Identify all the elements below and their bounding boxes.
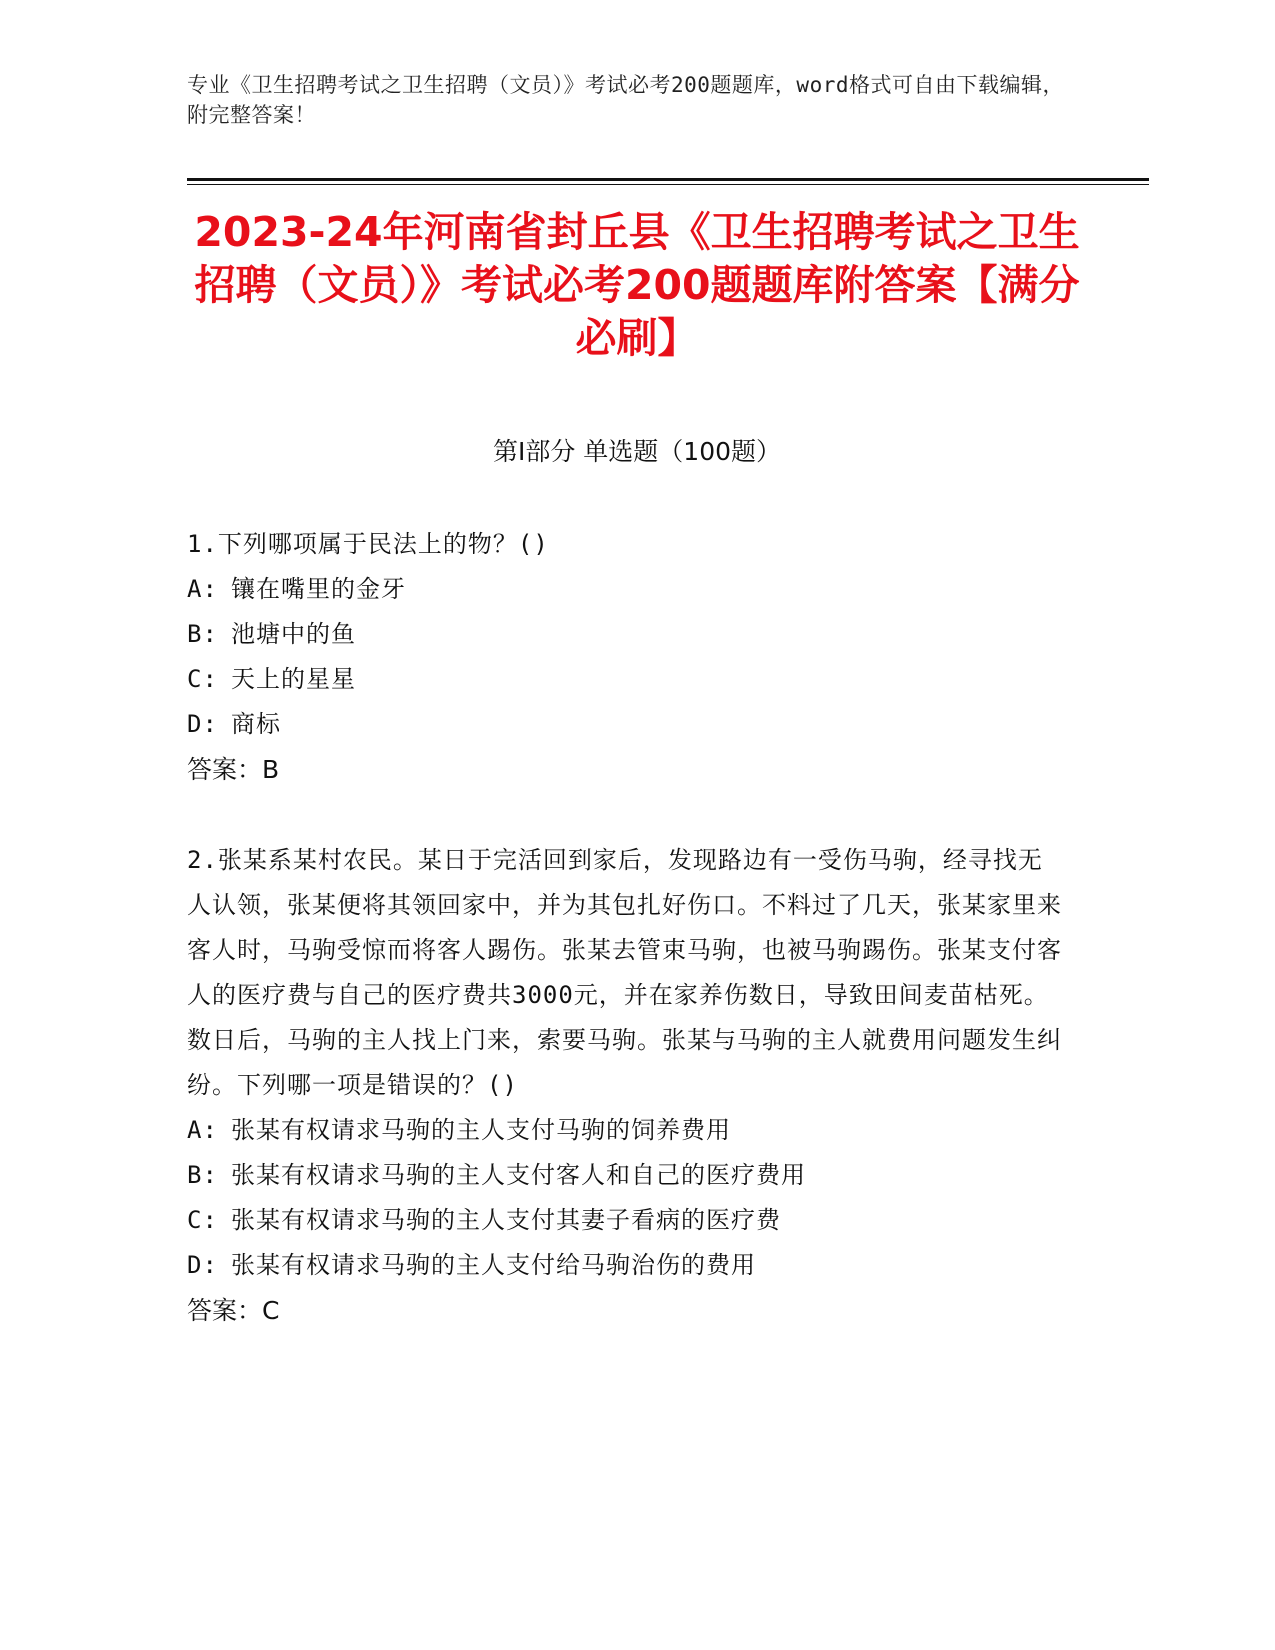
option-text: 张某有权请求马驹的主人支付给马驹治伤的费用 [231,1251,756,1279]
answer-line: 答案：B [187,755,280,784]
header-divider-thick [187,178,1149,181]
option-b [187,612,1067,657]
header-note: 专业《卫生招聘考试之卫生招聘（文员）》考试必考200题题库，word格式可自由下载编辑，附完整答案！ [187,73,1064,127]
option-a [187,1108,1067,1153]
option-text: 镶在嘴里的金牙 [231,575,406,603]
option-text: 张某有权请求马驹的主人支付其妻子看病的医疗费 [231,1206,781,1234]
option-text: 商标 [231,710,281,738]
option-text: 池塘中的鱼 [231,620,356,648]
header-divider-thin [187,184,1149,185]
option-text: 张某有权请求马驹的主人支付客人和自己的医疗费用 [231,1161,806,1189]
option-letter: D: [187,1251,218,1279]
option-letter: B: [187,1161,218,1189]
option-letter: A: [187,1116,218,1144]
document-title: 2023-24年河南省封丘县《卫生招聘考试之卫生招聘（文员）》考试必考200题题库附答案【满分必刷】 [194,208,1080,362]
option-c [187,657,1067,702]
question-2 [187,838,1067,1333]
option-letter: B: [187,620,218,648]
option-text: 天上的星星 [231,665,356,693]
option-a [187,567,1067,612]
option-b [187,1153,1067,1198]
option-letter: A: [187,575,218,603]
answer-line: 答案：C [187,1296,280,1325]
option-letter: C: [187,1206,218,1234]
question-stem: 2.张某系某村农民。某日于完活回到家后，发现路边有一受伤马驹，经寻找无人认领，张某便将其领回家中，并为其包扎好伤口。不料过了几天，张某家里来客人时，马驹受惊而将客人踢伤。张某去管束马驹，也被马驹踢伤。张某支付客人的医疗费与自己的医疗费共3000元，并在家养伤数日，导致田间麦苗枯死。数日后，马驹的主人找上门来，索要马驹。张某与马驹的主人就费用问题发生纠纷。下列哪一项是错误的？() [187,846,1062,1099]
option-d [187,702,1067,747]
question-1 [187,522,1067,792]
option-letter: C: [187,665,218,693]
section-heading: 第I部分 单选题（100题） [492,437,782,466]
option-letter: D: [187,710,218,738]
question-stem: 1.下列哪项属于民法上的物？() [187,530,549,558]
option-text: 张某有权请求马驹的主人支付马驹的饲养费用 [231,1116,731,1144]
option-d [187,1243,1067,1288]
option-c [187,1198,1067,1243]
